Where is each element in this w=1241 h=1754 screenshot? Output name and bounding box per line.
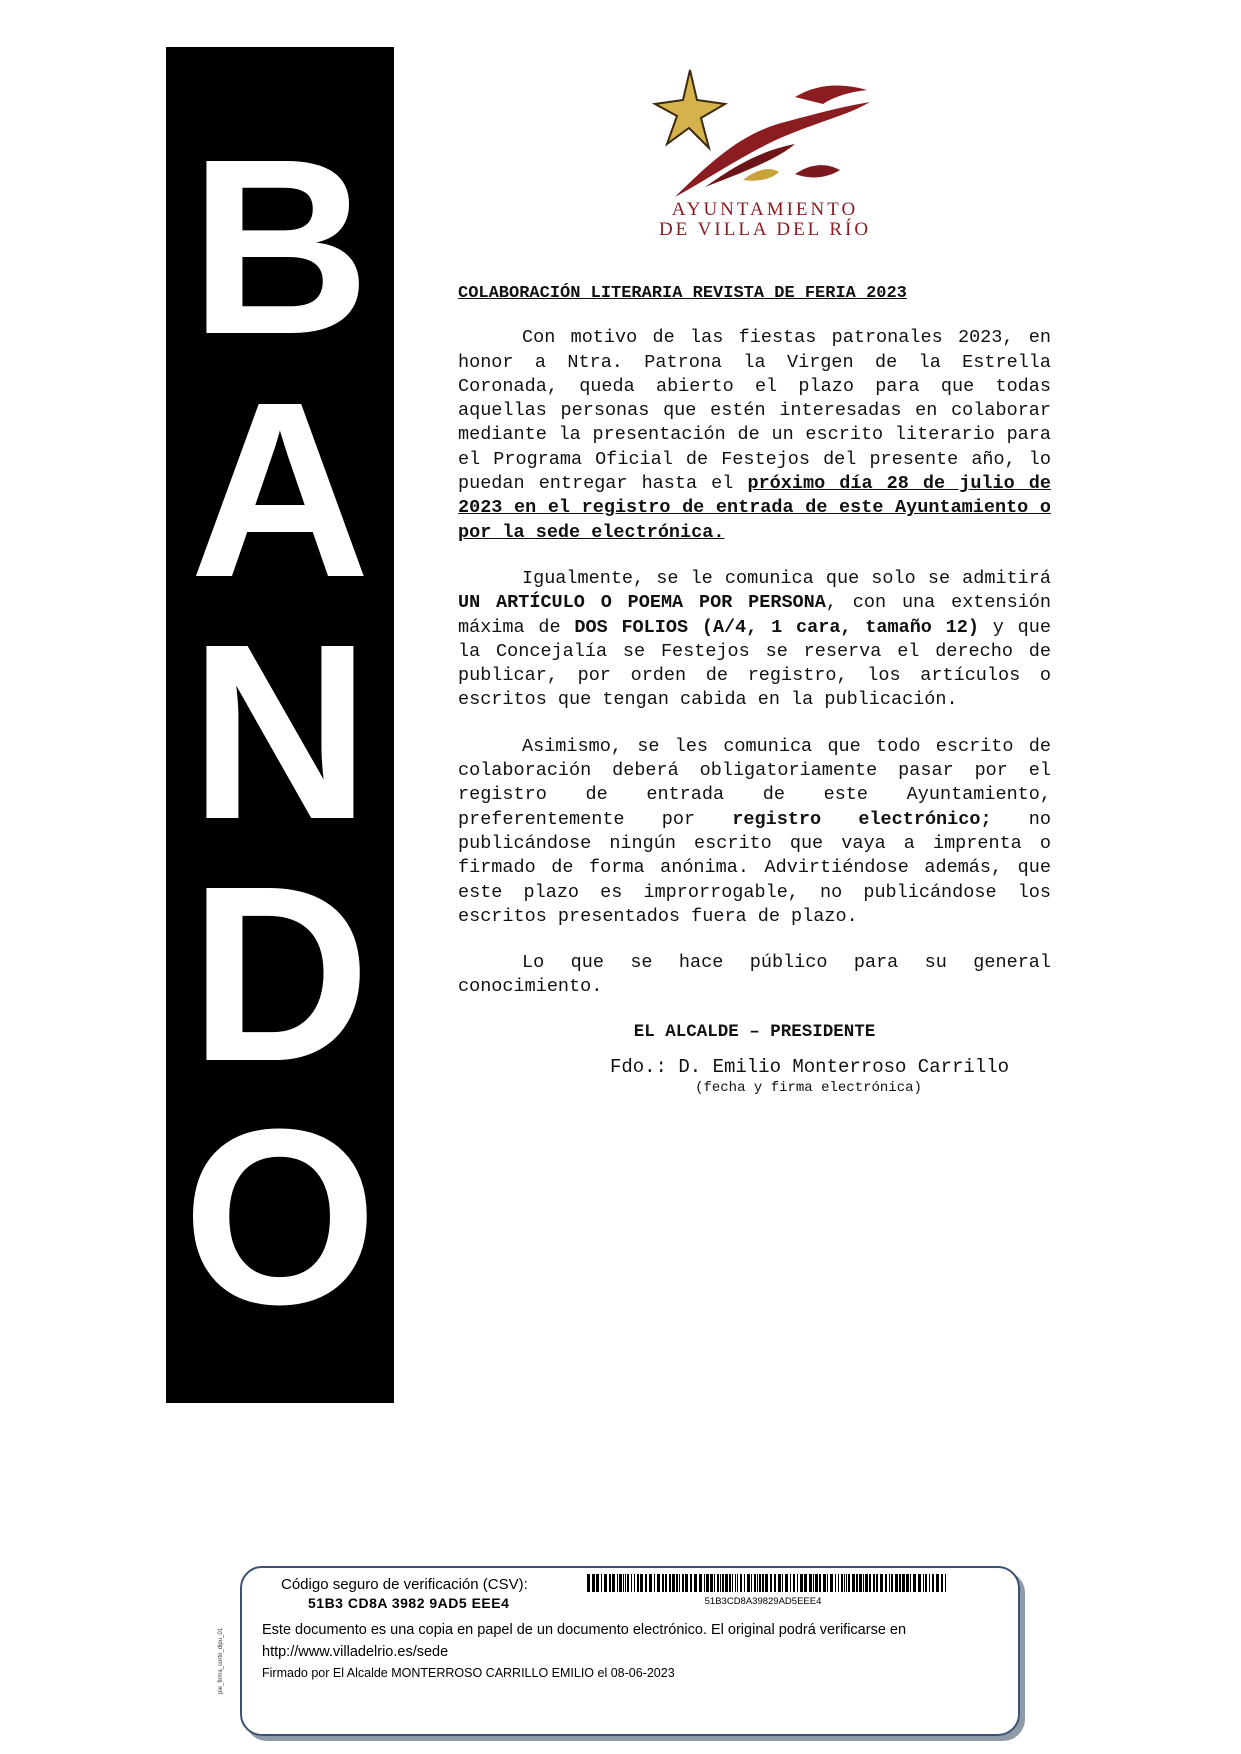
verification-box xyxy=(240,1566,1020,1736)
barcode-bar xyxy=(637,1574,639,1592)
barcode-bar xyxy=(619,1574,622,1592)
barcode-bar xyxy=(596,1574,599,1592)
barcode-bar xyxy=(679,1574,680,1592)
bando-letter-o: O xyxy=(182,1077,378,1356)
barcode-bar xyxy=(918,1574,921,1592)
paragraph-3-part-c: no publicándose ningún escrito que vaya a imprenta o firmado de forma anónima. Advirtiéndose además, que este plazo es improrrogable, no publicándose los escritos presentados fuera de plazo. xyxy=(458,808,1051,927)
barcode-bar xyxy=(770,1574,772,1592)
barcode-bar xyxy=(869,1574,871,1592)
barcode-text: 51B3CD8A39829AD5EEE4 xyxy=(704,1596,822,1607)
barcode-bar xyxy=(790,1574,791,1592)
barcode-bar xyxy=(804,1574,807,1592)
barcode-bar xyxy=(941,1574,943,1592)
bando-letter-a: A xyxy=(189,350,371,629)
copy-notice: Este documento es una copia en papel de un documento electrónico. El original podrá verificarse en http://www.villadelrio.es/sede xyxy=(262,1622,907,1660)
barcode-bar xyxy=(612,1574,615,1592)
bando-letter-d: D xyxy=(189,834,371,1113)
csv-label: Código seguro de verificación (CSV): xyxy=(281,1576,528,1593)
barcode-bar xyxy=(945,1574,946,1592)
barcode-bar xyxy=(819,1574,821,1592)
barcode-bar xyxy=(856,1574,858,1592)
barcode-bar xyxy=(880,1574,883,1592)
paragraph-3 xyxy=(458,735,1051,929)
barcode-bar xyxy=(617,1574,618,1592)
bando-banner xyxy=(166,47,394,1403)
barcode-bar xyxy=(690,1574,692,1592)
barcode-bar xyxy=(720,1574,721,1592)
barcode-bar xyxy=(793,1574,795,1592)
announcement-body xyxy=(458,282,1051,1097)
signature-role: EL ALCALDE – PRESIDENTE xyxy=(633,1021,876,1042)
barcode-bar xyxy=(737,1574,738,1592)
barcode-bar xyxy=(706,1574,709,1592)
barcode-bar xyxy=(859,1574,862,1592)
star-hills-icon xyxy=(645,62,885,202)
barcode-bar xyxy=(838,1574,839,1592)
barcode-bar xyxy=(765,1574,768,1592)
barcode-bar xyxy=(778,1574,781,1592)
barcode-bar xyxy=(587,1574,590,1592)
barcode-bar xyxy=(685,1574,688,1592)
barcode-bar xyxy=(757,1574,758,1592)
barcode-bar xyxy=(823,1574,826,1592)
barcode-bar xyxy=(744,1574,745,1592)
barcode-bar xyxy=(929,1574,930,1592)
barcode-bar xyxy=(609,1574,611,1592)
page-title: COLABORACIÓN LITERARIA REVISTA DE FERIA 2023 xyxy=(458,284,907,303)
barcode-bar xyxy=(694,1574,697,1592)
barcode-bar xyxy=(601,1574,602,1592)
paragraph-2-part-a: Igualmente, se le comunica que solo se admitirá xyxy=(522,567,1051,589)
barcode-bar xyxy=(932,1574,934,1592)
barcode-bar xyxy=(704,1574,705,1592)
barcode-bar xyxy=(830,1574,833,1592)
paragraph-2 xyxy=(458,567,1051,713)
barcode-icon xyxy=(587,1574,949,1592)
barcode-bar xyxy=(809,1574,812,1592)
signature-note: (fecha y firma electrónica) xyxy=(695,1080,922,1097)
barcode-bar xyxy=(774,1574,776,1592)
barcode-bar xyxy=(604,1574,607,1592)
barcode-bar xyxy=(762,1574,764,1592)
barcode-bar xyxy=(895,1574,898,1592)
barcode-bar xyxy=(852,1574,855,1592)
barcode-bar xyxy=(623,1574,624,1592)
csv-code: 51B3 CD8A 3982 9AD5 EEE4 xyxy=(308,1595,510,1611)
barcode-bar xyxy=(782,1574,783,1592)
paragraph-1-text: Con motivo de las fiestas patronales 2023, en honor a Ntra. Patrona la Virgen de la Estrella Coronada, queda abierto el plazo para que todas aquellas personas que estén interesadas en colaborar mediante la presentación de un escrito literario para el Programa Oficial de Festejos del presente año, lo puedan entregar hasta el xyxy=(458,327,1051,495)
ayuntamiento-logo xyxy=(645,62,885,242)
barcode-bar xyxy=(725,1574,728,1592)
barcode-bar xyxy=(740,1574,742,1592)
barcode-bar xyxy=(759,1574,761,1592)
barcode-bar xyxy=(797,1574,798,1592)
barcode-bar xyxy=(925,1574,927,1592)
barcode-bar xyxy=(634,1574,635,1592)
barcode-bar xyxy=(710,1574,713,1592)
signed-by: Firmado por El Alcalde MONTERROSO CARRILLO EMILIO el 08-06-2023 xyxy=(262,1666,675,1680)
barcode-bar xyxy=(631,1574,632,1592)
barcode-bar xyxy=(936,1574,939,1592)
barcode-bar xyxy=(813,1574,814,1592)
paragraph-2-part-c: , con una extensión máxima de xyxy=(458,592,1052,638)
barcode-bar xyxy=(676,1574,678,1592)
barcode-bar xyxy=(846,1574,847,1592)
barcode-bar xyxy=(640,1574,643,1592)
electronic-registry: registro electrónico; xyxy=(732,808,992,830)
barcode-bar xyxy=(785,1574,788,1592)
side-footer-code: pie_firma_corto_dipu_01 xyxy=(218,1627,224,1694)
barcode-bar xyxy=(891,1574,893,1592)
deadline-text: próximo día 28 de julio de 2023 en el registro de entrada de este Ayuntamiento o por la sede electrónica. xyxy=(458,473,1052,543)
bando-letter-b: B xyxy=(189,107,371,386)
barcode-bar xyxy=(923,1574,924,1592)
logo-line-1: AYUNTAMIENTO xyxy=(671,199,859,220)
barcode-bar xyxy=(735,1574,736,1592)
barcode-bar xyxy=(873,1574,875,1592)
barcode-bar xyxy=(835,1574,836,1592)
barcode-bar xyxy=(682,1574,684,1592)
paragraph-1 xyxy=(458,326,1051,545)
barcode-bar xyxy=(906,1574,909,1592)
barcode-bar xyxy=(662,1574,664,1592)
barcode-bar xyxy=(627,1574,629,1592)
barcode-bar xyxy=(815,1574,818,1592)
max-length: DOS FOLIOS (A/4, 1 cara, tamaño 12) xyxy=(574,616,979,638)
barcode-bar xyxy=(729,1574,731,1592)
paragraph-3-part-a: Asimismo, se les comunica que todo escrito de colaboración deberá obligatoriamente pasar por el registro de entrada de este Ayuntamiento, preferentemente por xyxy=(458,735,1051,830)
barcode-bar xyxy=(645,1574,647,1592)
barcode-bar xyxy=(649,1574,652,1592)
barcode-bar xyxy=(910,1574,911,1592)
barcode-bar xyxy=(669,1574,671,1592)
barcode-bar xyxy=(876,1574,878,1592)
barcode-bar xyxy=(841,1574,843,1592)
barcode-bar xyxy=(714,1574,715,1592)
paragraph-4: Lo que se hace público para su general conocimiento. xyxy=(458,952,1051,998)
paragraph-2-part-e: y que la Concejalía se Festejos se reserva el derecho de publicar, por orden de registro, los artículos o escritos que tengan cabida en la publicación. xyxy=(458,616,1051,711)
barcode-bar xyxy=(751,1574,752,1592)
logo-line-2: DE VILLA DEL RÍO xyxy=(658,219,872,240)
bando-letter-n: N xyxy=(189,592,371,871)
barcode-bar xyxy=(863,1574,864,1592)
signature-name: Fdo.: D. Emilio Monterroso Carrillo xyxy=(609,1056,1010,1079)
barcode-bar xyxy=(885,1574,887,1592)
barcode-bar xyxy=(902,1574,905,1592)
limit-per-person: UN ARTÍCULO O POEMA POR PERSONA xyxy=(458,592,826,614)
barcode-bar xyxy=(848,1574,850,1592)
barcode-bar xyxy=(800,1574,803,1592)
barcode-bar xyxy=(717,1574,719,1592)
barcode-bar xyxy=(827,1574,828,1592)
barcode-bar xyxy=(732,1574,733,1592)
barcode-bar xyxy=(754,1574,756,1592)
barcode-bar xyxy=(899,1574,901,1592)
barcode-bar xyxy=(592,1574,595,1592)
barcode-bar xyxy=(699,1574,702,1592)
barcode-bar xyxy=(844,1574,845,1592)
barcode-bar xyxy=(889,1574,890,1592)
barcode-bar xyxy=(722,1574,724,1592)
barcode-bar xyxy=(913,1574,916,1592)
barcode-bar xyxy=(665,1574,667,1592)
barcode-bar xyxy=(747,1574,750,1592)
barcode-bar xyxy=(625,1574,626,1592)
barcode-bar xyxy=(654,1574,655,1592)
barcode-bar xyxy=(865,1574,868,1592)
barcode-bar xyxy=(672,1574,675,1592)
barcode-bar xyxy=(657,1574,660,1592)
